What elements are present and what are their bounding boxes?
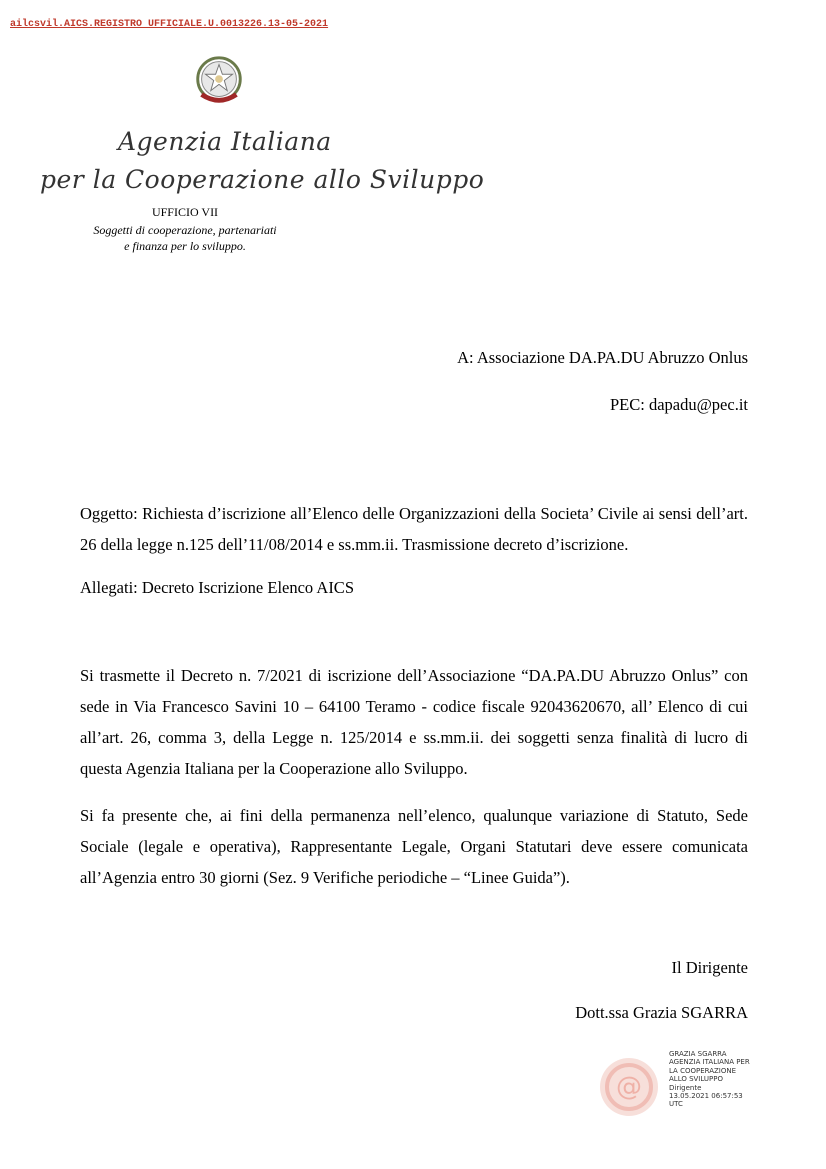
subject-line: Oggetto: Richiesta d’iscrizione all’Elenco delle Organizzazioni della Societa’ Civile ai sensi dell’art. 26 della legge n.125 dell’11/08/2014 e ss.mm.ii. Trasmissione decreto d’iscrizione. (80, 504, 748, 554)
digital-signature-line: Dirigente (669, 1083, 702, 1092)
digital-signature-line: GRAZIA SGARRA (669, 1050, 727, 1058)
digital-signature-line: UTC (669, 1100, 683, 1109)
digital-signature-info (669, 1050, 761, 1109)
signature-title: Il Dirigente (671, 958, 748, 977)
digital-signature-line: LA COOPERAZIONE (669, 1066, 737, 1075)
digital-signature-line: 13.05.2021 06:57:53 (669, 1092, 743, 1101)
body-paragraph-2: Si fa presente che, ai fini della permanenza nell’elenco, qualunque variazione di Statuto, Sede Sociale (legale e operativa), Rappresentante Legale, Organi Statutari deve essere comunicata all’Agenzia entro 30 giorni (Sez. 9 Verifiche periodiche – “Linee Guida”). (80, 806, 748, 887)
signature-name: Dott.ssa Grazia SGARRA (575, 1003, 748, 1022)
digital-signature-line: AGENZIA ITALIANA PER (669, 1058, 750, 1067)
protocol-number: ailcsvil.AICS.REGISTRO UFFICIALE.U.0013226.13-05-2021 (10, 19, 329, 30)
digital-signature-seal-icon (597, 1055, 661, 1119)
agency-name-line1: Agenzia Italiana (118, 127, 332, 156)
digital-signature-line: ALLO SVILUPPO (669, 1075, 723, 1084)
svg-text:@: @ (616, 1072, 642, 1102)
recipient-pec: PEC: dapadu@pec.it (609, 395, 748, 414)
office-description-line1: Soggetti di cooperazione, partenariati (93, 223, 277, 237)
office-name: UFFICIO VII (151, 205, 219, 219)
office-description-line2: e finanza per lo sviluppo. (124, 239, 246, 253)
recipient-name: A: Associazione DA.PA.DU Abruzzo Onlus (457, 348, 748, 367)
office-description (60, 222, 310, 254)
attachments-line: Allegati: Decreto Iscrizione Elenco AICS (80, 578, 354, 597)
agency-name-line2: per la Cooperazione allo Sviluppo (40, 165, 485, 194)
body-paragraph-1: Si trasmette il Decreto n. 7/2021 di iscrizione dell’Associazione “DA.PA.DU Abruzzo Onlus” con sede in Via Francesco Savini 10 – 64100 Teramo - codice fiscale 92043620670, all’ Elenco di cui all’art. 26, comma 3, della Legge n. 125/2014 e ss.mm.ii. dei soggetti senza finalità di lucro di questa Agenzia Italiana per la Cooperazione allo Sviluppo. (80, 666, 748, 778)
italian-republic-emblem-icon (190, 52, 248, 110)
